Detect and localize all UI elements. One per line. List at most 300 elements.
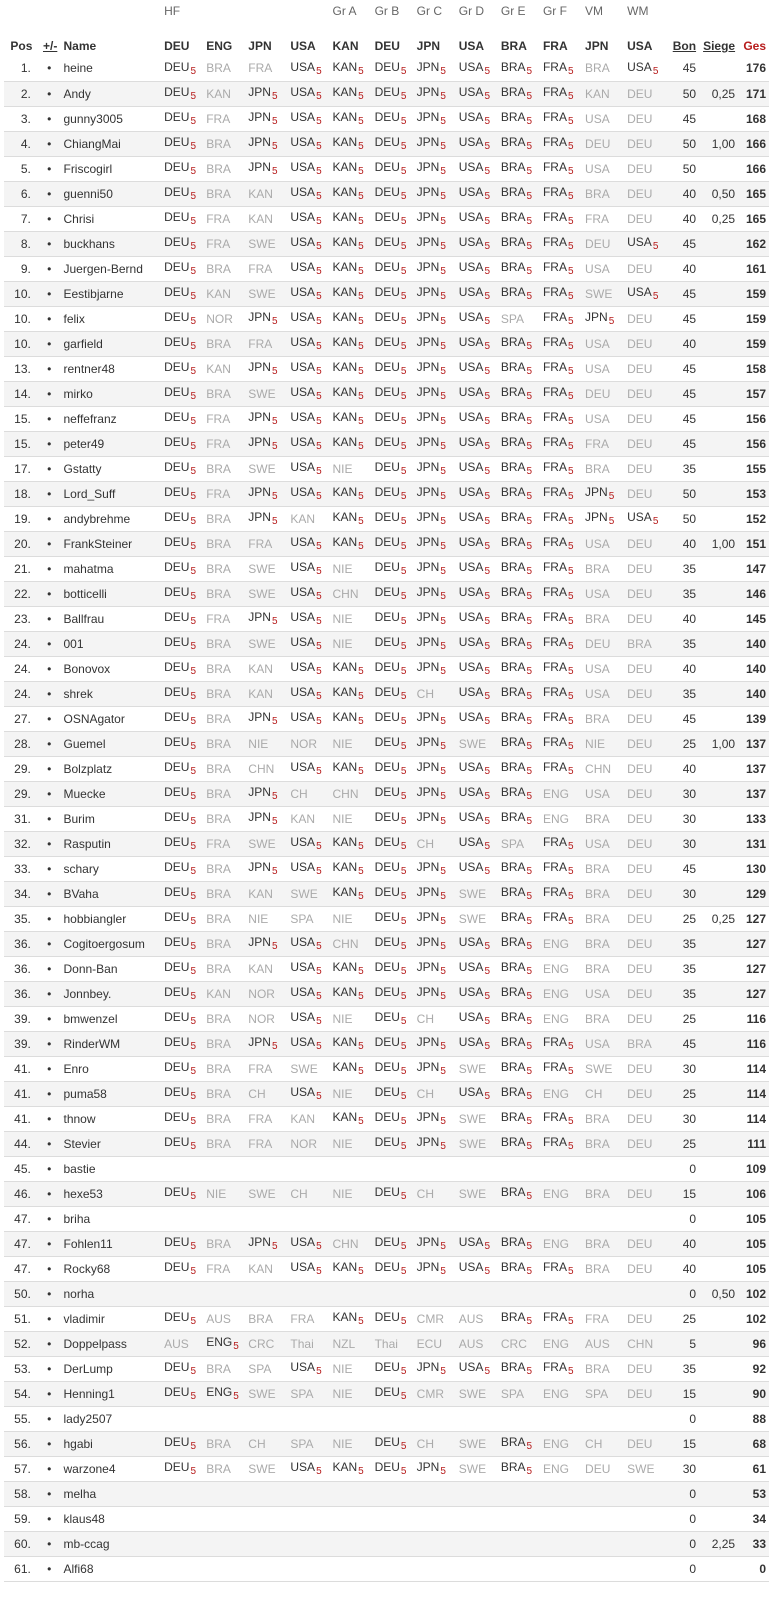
tip-points: 5 [567,541,574,552]
tip-team: DEU [627,761,653,776]
row-player-name[interactable]: Burim [61,806,162,831]
tip-team: FRA [206,211,231,226]
tip-team: DEU [374,410,400,424]
tip-team: CH [416,1011,435,1026]
row-player-name[interactable]: schary [61,856,162,881]
tip-team: JPN [416,1260,440,1274]
row-tip [162,181,204,206]
tip-team: DEU [164,435,190,449]
tip-team: BRA [585,1236,610,1251]
row-player-name[interactable]: bastie [61,1156,162,1181]
tip-team: KAN [332,1110,358,1124]
row-tip [330,531,372,556]
tip-team: BRA [206,161,231,176]
tip-points: 5 [316,1466,322,1477]
tip-team: DEU [627,1061,653,1076]
tip-team: BRA [500,85,526,99]
row-player-name[interactable]: Gstatty [61,456,162,481]
tip-team: DEU [164,1035,190,1049]
row-player-name[interactable]: buckhans [61,231,162,256]
tip-team: JPN [585,310,608,324]
tip-points: 5 [316,416,322,427]
row-player-name[interactable]: Doppelpass [61,1331,162,1356]
row-player-name[interactable]: 001 [61,631,162,656]
row-player-name[interactable]: Juergen-Bernd [61,256,162,281]
row-player-name[interactable]: hobbiangler [61,906,162,931]
row-player-name[interactable]: Bolzplatz [61,756,162,781]
tip-points: 5 [526,65,533,77]
table-row [4,1381,769,1406]
row-player-name[interactable]: warzone4 [61,1456,162,1481]
row-total: 127 [738,956,769,981]
tip-points: 5 [358,291,364,302]
tip-points: 5 [316,966,322,977]
row-bonus: 15 [667,1431,699,1456]
row-player-name[interactable]: mirko [61,381,162,406]
tip-points: 5 [271,166,278,177]
tip-team: FRA [542,535,567,549]
row-siege [699,981,738,1006]
row-tip [541,1131,583,1156]
row-player-name[interactable]: Lord_Suff [61,481,162,506]
row-tip [415,131,457,156]
row-player-name[interactable]: Andy [61,81,162,106]
tip-team: JPN [416,1235,440,1249]
row-tip [415,1256,457,1281]
tip-points: 5 [440,566,446,577]
tip-team: JPN [585,510,608,524]
tip-team: USA [458,610,484,624]
tip-team: USA [627,510,652,524]
header-tip: USA [627,39,653,53]
tip-team: USA [627,285,652,299]
row-tip [415,656,457,681]
row-player-name[interactable]: Bonovox [61,656,162,681]
tip-team: DEU [585,136,611,151]
row-player-name[interactable]: mb-ccag [61,1531,162,1556]
tip-points: 5 [271,116,278,127]
row-tip [415,506,457,531]
row-change-indicator: • [37,131,62,156]
row-tip [330,431,372,456]
tip-team: SWE [458,1136,487,1151]
tip-team: BRA [500,1185,526,1199]
row-total: 102 [738,1306,769,1331]
tip-team: FRA [206,436,231,451]
tip-points: 5 [190,1266,197,1277]
tip-team: BRA [585,561,610,576]
tip-team: DEU [627,1236,653,1251]
tip-team: USA [290,1235,316,1249]
header-tip: FRA [542,39,568,53]
row-tip [457,1181,499,1206]
tip-points: 5 [484,566,491,577]
row-tip [499,856,541,881]
tip-team: FRA [542,485,567,499]
tip-points: 5 [190,891,197,902]
row-player-name[interactable]: FrankSteiner [61,531,162,556]
row-siege [699,756,738,781]
tip-team: USA [585,986,610,1001]
row-siege [699,706,738,731]
tip-team: FRA [542,85,567,99]
tip-team: DEU [627,661,653,676]
row-bonus: 40 [667,656,699,681]
tip-points: 5 [484,766,491,777]
tip-team: DEU [164,110,190,124]
row-player-name[interactable]: puma58 [61,1081,162,1106]
tip-team: DEU [164,335,190,349]
tip-team: DEU [164,1135,190,1149]
row-tip [541,1231,583,1256]
row-player-name[interactable]: Chrisi [61,206,162,231]
tip-team: SWE [585,286,613,301]
row-position: 6. [4,181,37,206]
row-bonus: 15 [667,1381,699,1406]
row-tip [499,1181,541,1206]
row-player-name[interactable]: briha [61,1206,162,1231]
row-siege [699,606,738,631]
row-player-name[interactable]: Friscogirl [61,156,162,181]
tip-team: USA [458,1260,484,1274]
tip-points: 5 [190,1116,197,1127]
tip-points: 5 [271,416,278,427]
row-player-name[interactable]: Ballfrau [61,606,162,631]
tip-points: 5 [440,766,446,777]
tip-points: 5 [271,941,278,952]
row-tip [162,731,204,756]
table-row [4,481,769,506]
row-siege [699,1331,738,1356]
row-tip [457,1481,499,1506]
row-tip [415,1031,457,1056]
tip-team: JPN [416,335,440,349]
row-tip [162,1506,204,1531]
row-tip [625,1306,667,1331]
table-row [4,256,769,281]
row-player-name[interactable]: Guemel [61,731,162,756]
tip-team: DEU [627,836,653,851]
row-total: 68 [738,1431,769,1456]
tip-team: USA [290,1460,316,1474]
tip-team: JPN [416,960,440,974]
tip-team: USA [290,1010,316,1024]
row-tip [330,681,372,706]
tip-points: 5 [190,541,197,552]
tip-team: FRA [542,110,567,124]
row-player-name[interactable]: Muecke [61,781,162,806]
row-tip [499,406,541,431]
row-tip [625,931,667,956]
tip-team: DEU [164,960,190,974]
row-tip [583,131,625,156]
tip-team: USA [290,535,316,549]
tip-points: 5 [271,1241,278,1252]
row-position: 14. [4,381,37,406]
row-bonus: 50 [667,131,699,156]
tip-team: FRA [542,335,567,349]
tip-team: FRA [206,611,231,626]
row-tip [541,231,583,256]
row-tip [246,356,288,381]
row-tip [499,181,541,206]
group-spacer [699,0,738,36]
row-player-name[interactable]: Stevier [61,1131,162,1156]
row-tip [246,1406,288,1431]
tip-team: USA [458,110,484,124]
tip-points: 5 [190,841,197,852]
tip-team: FRA [542,710,567,724]
row-tip [204,631,246,656]
tip-team: SWE [248,561,276,576]
row-bonus: 35 [667,631,699,656]
tip-points: 5 [316,1091,322,1102]
row-tip [330,481,372,506]
tip-points: 5 [652,241,659,252]
row-tip [457,656,499,681]
row-tip [373,506,415,531]
tip-team: NZL [332,1336,356,1351]
tip-team: DEU [164,535,190,549]
tip-team: BRA [500,935,526,949]
tip-team: KAN [332,85,358,99]
row-player-name[interactable]: felix [61,306,162,331]
row-tip [625,1206,667,1231]
row-tip [625,1156,667,1181]
tip-points: 5 [484,691,491,702]
row-player-name[interactable]: Cogitoergosum [61,931,162,956]
tip-team: DEU [374,1135,400,1149]
tip-team: DEU [164,360,190,374]
row-tip [288,781,330,806]
tip-team: NIE [585,736,606,751]
row-player-name[interactable]: bmwenzel [61,1006,162,1031]
tip-team: NIE [332,561,353,576]
row-player-name[interactable]: mahatma [61,556,162,581]
row-total: 137 [738,756,769,781]
tip-points: 5 [400,316,407,327]
row-player-name[interactable]: andybrehme [61,506,162,531]
row-player-name[interactable]: gunny3005 [61,106,162,131]
row-tip [625,606,667,631]
tip-team: DEU [627,1436,653,1451]
row-change-indicator: • [37,1481,62,1506]
row-player-name[interactable]: Henning1 [61,1381,162,1406]
row-position: 52. [4,1331,37,1356]
row-total: 133 [738,806,769,831]
row-tip [499,831,541,856]
tip-team: BRA [500,960,526,974]
row-tip [457,856,499,881]
row-position: 36. [4,981,37,1006]
row-player-name[interactable]: peter49 [61,431,162,456]
row-tip [415,1081,457,1106]
tip-team: KAN [332,960,358,974]
tip-team: JPN [416,610,440,624]
tip-points: 5 [440,65,446,77]
tip-points: 5 [484,366,491,377]
tip-team: JPN [416,510,440,524]
row-player-name[interactable]: lady2507 [61,1406,162,1431]
table-row [4,581,769,606]
tip-points: 5 [526,1266,533,1277]
row-player-name[interactable]: Fohlen11 [61,1231,162,1256]
row-total: 157 [738,381,769,406]
row-tip [415,1331,457,1356]
row-tip [415,1131,457,1156]
header-siege[interactable]: Siege [703,39,736,53]
row-tip [246,731,288,756]
tip-points: 5 [400,1191,407,1202]
row-total: 109 [738,1156,769,1181]
table-row [4,1281,769,1306]
tip-team: USA [290,210,316,224]
row-position: 29. [4,756,37,781]
row-change-indicator: • [37,1431,62,1456]
tip-team: BRA [206,1436,231,1451]
tip-team: USA [458,960,484,974]
row-player-name[interactable]: Enro [61,1056,162,1081]
row-tip [246,231,288,256]
row-tip [204,756,246,781]
row-tip [162,56,204,81]
tip-team: SPA [500,311,524,326]
row-player-name[interactable]: norha [61,1281,162,1306]
tip-points: 5 [190,966,197,977]
tip-points: 5 [233,1391,239,1402]
row-siege [699,1156,738,1181]
row-siege [699,406,738,431]
row-player-name[interactable]: melha [61,1481,162,1506]
row-player-name[interactable]: garfield [61,331,162,356]
group-label: VM [585,4,604,18]
tip-points: 5 [484,391,491,402]
tip-points: 5 [190,116,197,127]
row-tip [204,831,246,856]
row-tip [541,556,583,581]
tip-team: USA [458,210,484,224]
header-ges[interactable]: Ges [743,39,766,53]
tip-points: 5 [400,1316,407,1327]
row-tip [288,1206,330,1231]
row-total: 137 [738,731,769,756]
tip-team: BRA [585,961,610,976]
row-tip [541,606,583,631]
row-player-name[interactable]: Alfi68 [61,1556,162,1581]
row-bonus: 45 [667,356,699,381]
tip-team: DEU [627,786,653,801]
row-player-name[interactable]: hgabi [61,1431,162,1456]
tip-points: 5 [440,991,446,1002]
tip-points: 5 [190,466,197,477]
row-tip [541,1006,583,1031]
row-tip [204,1431,246,1456]
row-tip [541,81,583,106]
row-tip [373,1531,415,1556]
row-siege [699,806,738,831]
row-tip [204,481,246,506]
row-tip [204,281,246,306]
row-tip [415,931,457,956]
tip-team: KAN [332,1310,358,1324]
row-player-name[interactable]: DerLump [61,1356,162,1381]
row-total: 152 [738,506,769,531]
row-tip [541,331,583,356]
row-tip [330,781,372,806]
row-player-name[interactable]: Rasputin [61,831,162,856]
tip-points: 5 [190,766,197,777]
tip-team: USA [290,935,316,949]
tip-points: 5 [567,166,574,177]
table-row [4,1506,769,1531]
row-tip [330,1181,372,1206]
header-bon[interactable]: Bon [672,39,697,53]
row-tip [457,381,499,406]
header-pos[interactable]: Pos [10,39,33,53]
row-player-name[interactable]: OSNAgator [61,706,162,731]
row-player-name[interactable]: Jonnbey. [61,981,162,1006]
row-tip [541,806,583,831]
header-name[interactable]: Name [63,39,97,53]
row-player-name[interactable]: neffefranz [61,406,162,431]
row-player-name[interactable]: heine [61,56,162,81]
row-player-name[interactable]: RinderWM [61,1031,162,1056]
row-player-name[interactable]: vladimir [61,1306,162,1331]
row-player-name[interactable]: klaus48 [61,1506,162,1531]
tip-team: USA [458,135,484,149]
tip-points: 5 [400,616,407,627]
row-position: 47. [4,1206,37,1231]
tip-team: ENG [542,1386,569,1401]
tip-points: 5 [484,841,491,852]
row-player-name[interactable]: ChiangMai [61,131,162,156]
table-row [4,131,769,156]
row-tip [541,581,583,606]
row-player-name[interactable]: Eestibjarne [61,281,162,306]
header-plus-minus[interactable]: +/- [42,39,58,53]
row-tip [246,331,288,356]
row-tip [625,56,667,81]
row-player-name[interactable]: thnow [61,1106,162,1131]
row-player-name[interactable]: BVaha [61,881,162,906]
tip-team: BRA [585,461,610,476]
tip-team: KAN [332,160,358,174]
tip-team: JPN [416,660,440,674]
row-total: 102 [738,1281,769,1306]
tip-team: BRA [585,811,610,826]
tip-team: FRA [542,685,567,699]
tip-team: DEU [627,111,653,126]
row-player-name[interactable]: Donn-Ban [61,956,162,981]
row-player-name[interactable]: rentner48 [61,356,162,381]
row-tip [625,1131,667,1156]
row-player-name[interactable]: guenni50 [61,181,162,206]
row-tip [625,981,667,1006]
row-tip [541,1206,583,1231]
tip-team: DEU [627,361,653,376]
row-player-name[interactable]: botticelli [61,581,162,606]
row-bonus: 45 [667,56,699,81]
row-player-name[interactable]: hexe53 [61,1181,162,1206]
row-player-name[interactable]: Rocky68 [61,1256,162,1281]
row-tip [457,306,499,331]
row-tip [373,1206,415,1231]
row-siege [699,1106,738,1131]
tip-points: 5 [526,666,533,677]
row-tip [246,1531,288,1556]
row-player-name[interactable]: shrek [61,681,162,706]
tip-team: BRA [500,285,526,299]
